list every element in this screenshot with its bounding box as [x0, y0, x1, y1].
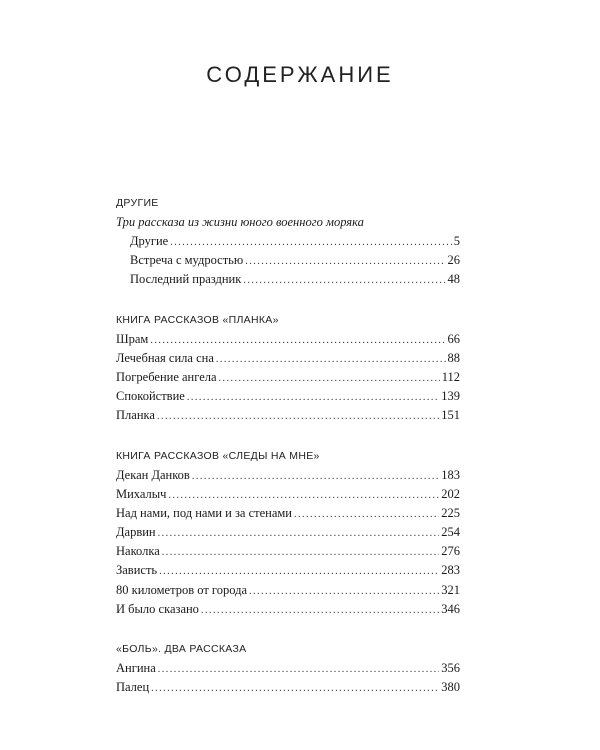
- toc-entry[interactable]: [116, 581, 460, 600]
- entry-page-number: 88: [447, 350, 460, 365]
- toc-entry[interactable]: [116, 600, 460, 619]
- entry-page-number: 380: [441, 680, 460, 695]
- dot-leader: [245, 252, 445, 271]
- entry-page-number: 321: [441, 582, 460, 597]
- toc-entry[interactable]: [116, 387, 460, 406]
- entry-label: Спокойствие: [116, 389, 185, 404]
- entry-page-number: 151: [441, 408, 460, 423]
- section-title: КНИГА РАССКАЗОВ «СЛЕДЫ НА МНЕ»: [116, 449, 320, 462]
- entry-label: Лечебная сила сна: [116, 350, 214, 365]
- entry-page-number: 202: [441, 486, 460, 501]
- entry-label: Последний праздник: [130, 272, 242, 287]
- toc-section-sledy: [116, 446, 460, 620]
- entry-label: Декан Данков: [116, 467, 190, 482]
- dot-leader: [162, 543, 439, 562]
- dot-leader: [158, 660, 439, 679]
- entry-label: Над нами, под нами и за стенами: [116, 505, 292, 520]
- dot-leader: [159, 562, 439, 581]
- entry-label: Другие: [130, 234, 169, 248]
- entry-label: Шрам: [116, 331, 149, 346]
- entry-page-number: 5: [453, 234, 460, 248]
- entry-page-number: 183: [441, 467, 460, 482]
- dot-leader: [192, 467, 439, 486]
- toc-entry[interactable]: [116, 678, 460, 697]
- entry-label: Наколка: [116, 544, 160, 559]
- entry-label: И было сказано: [116, 601, 199, 616]
- entry-page-number: 283: [441, 563, 460, 578]
- entry-page-number: 276: [441, 544, 460, 559]
- toc-entry[interactable]: [116, 330, 460, 349]
- toc-entry[interactable]: [116, 504, 460, 523]
- section-subtitle: Три рассказа из жизни юного военного моряка: [116, 215, 364, 229]
- toc-entry[interactable]: [116, 232, 460, 251]
- entry-page-number: 66: [447, 331, 460, 346]
- dot-leader: [201, 601, 439, 620]
- entry-label: Ангина: [116, 661, 156, 675]
- toc-entry[interactable]: [116, 406, 460, 425]
- dot-leader: [187, 388, 439, 407]
- entry-label: Планка: [116, 408, 155, 423]
- entry-label: Встреча с мудростью: [130, 253, 244, 268]
- toc-section-planka: [116, 310, 460, 426]
- entry-label: Зависть: [116, 563, 158, 578]
- toc-entry[interactable]: [116, 368, 460, 387]
- table-of-contents: [116, 193, 460, 717]
- entry-label: Погребение ангела: [116, 369, 217, 384]
- entry-label: 80 километров от города: [116, 582, 248, 597]
- toc-entry[interactable]: [116, 251, 460, 270]
- dot-leader: [219, 369, 440, 388]
- dot-leader: [249, 582, 439, 601]
- dot-leader: [294, 505, 439, 524]
- toc-entry[interactable]: [116, 466, 460, 485]
- toc-entry[interactable]: [116, 659, 460, 678]
- toc-entry[interactable]: [116, 349, 460, 368]
- dot-leader: [151, 679, 439, 698]
- section-title: ДРУГИЕ: [116, 197, 159, 209]
- entry-label: Михалыч: [116, 486, 167, 501]
- page-title: СОДЕРЖАНИЕ: [206, 62, 394, 87]
- entry-page-number: 26: [447, 253, 460, 268]
- entry-page-number: 139: [441, 389, 460, 404]
- toc-entry[interactable]: [116, 485, 460, 504]
- entry-page-number: 254: [441, 525, 460, 540]
- dot-leader: [158, 524, 440, 543]
- toc-entry[interactable]: [116, 561, 460, 580]
- dot-leader: [150, 331, 445, 350]
- toc-entry[interactable]: [116, 270, 460, 289]
- dot-leader: [243, 271, 445, 290]
- dot-leader: [170, 233, 452, 252]
- entry-page-number: 225: [441, 505, 460, 520]
- section-title: «БОЛЬ». ДВА РАССКАЗА: [116, 643, 247, 655]
- section-title: КНИГА РАССКАЗОВ «ПЛАНКА»: [116, 313, 279, 326]
- entry-page-number: 48: [447, 272, 460, 287]
- entry-page-number: 112: [441, 369, 460, 384]
- toc-section-others: [116, 193, 460, 290]
- entry-page-number: 346: [441, 601, 460, 616]
- entry-page-number: 356: [441, 661, 460, 675]
- toc-entry[interactable]: [116, 542, 460, 561]
- toc-entry[interactable]: [116, 523, 460, 542]
- dot-leader: [168, 486, 439, 505]
- dot-leader: [157, 407, 439, 426]
- toc-section-bol: [116, 639, 460, 697]
- entry-label: Палец: [116, 680, 150, 695]
- entry-label: Дарвин: [116, 525, 156, 540]
- dot-leader: [216, 350, 446, 369]
